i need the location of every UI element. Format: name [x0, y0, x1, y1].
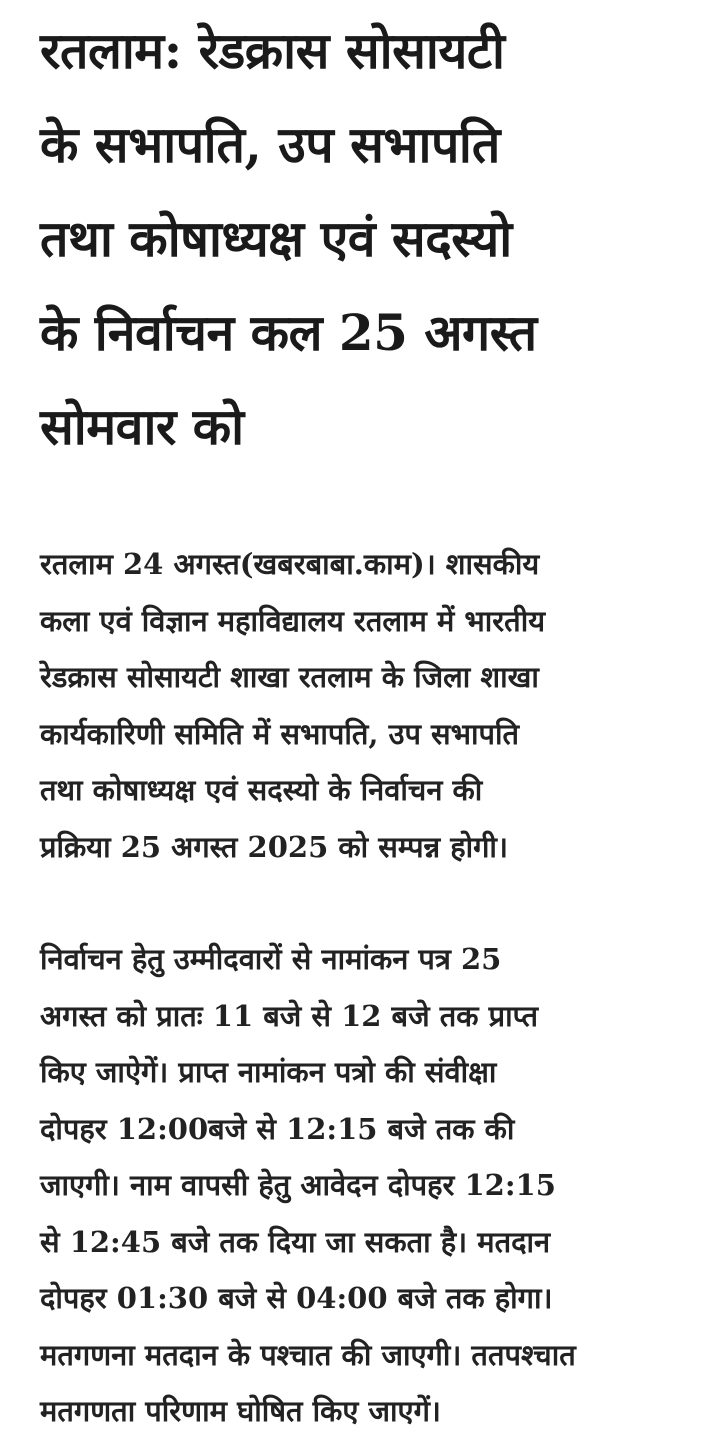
- paragraph-line: दोपहर 01:30 बजे से 04:00 बजे तक होगा।: [40, 1281, 553, 1315]
- article-paragraph-2: [40, 931, 690, 1440]
- article-paragraph-1: [40, 536, 690, 875]
- headline-line: के सभापति, उप सभापति: [40, 115, 500, 174]
- article-headline: [40, 0, 690, 474]
- news-article: [40, 0, 690, 1440]
- headline-line: के निर्वाचन कल 25 अगस्त: [40, 303, 537, 362]
- paragraph-line: दोपहर 12:00बजे से 12:15 बजे तक की: [40, 1111, 515, 1146]
- paragraph-line: किए जाऐगें। प्राप्त नामांकन पत्रो की संवीक्षा: [40, 1055, 497, 1089]
- paragraph-line: मतगणना मतदान के पश्चात की जाएगी। ततपश्चात: [40, 1337, 576, 1372]
- paragraph-line: कला एवं विज्ञान महाविद्यालय रतलाम में भारतीय: [40, 603, 546, 638]
- paragraph-line: प्रक्रिया 25 अगस्त 2025 को सम्पन्न होगी।: [40, 829, 508, 864]
- headline-line: रतलाम: रेडक्रास सोसायटी: [40, 21, 505, 80]
- paragraph-line: अगस्त को प्रातः 11 बजे से 12 बजे तक प्राप्त: [40, 998, 539, 1033]
- paragraph-line: कार्यकारिणी समिति में सभापति, उप सभापति: [40, 716, 520, 751]
- paragraph-line: तथा कोषाध्यक्ष एवं सदस्यो के निर्वाचन की: [40, 773, 483, 807]
- headline-line: तथा कोषाध्यक्ष एवं सदस्यो: [40, 209, 512, 268]
- headline-line: सोमवार को: [40, 397, 244, 456]
- paragraph-line: जाएगी। नाम वापसी हेतु आवेदन दोपहर 12:15: [40, 1168, 556, 1202]
- paragraph-line: मतगणता परिणाम घोषित किए जाएगें।: [40, 1394, 441, 1428]
- paragraph-line: रेडक्रास सोसायटी शाखा रतलाम के जिला शाखा: [40, 660, 539, 694]
- paragraph-line: निर्वाचन हेतु उम्मीदवारों से नामांकन पत्र 25: [40, 942, 502, 976]
- paragraph-line: रतलाम 24 अगस्त(खबरबाबा.काम)। शासकीय: [40, 547, 540, 581]
- paragraph-line: से 12:45 बजे तक दिया जा सकता है। मतदान: [40, 1224, 551, 1259]
